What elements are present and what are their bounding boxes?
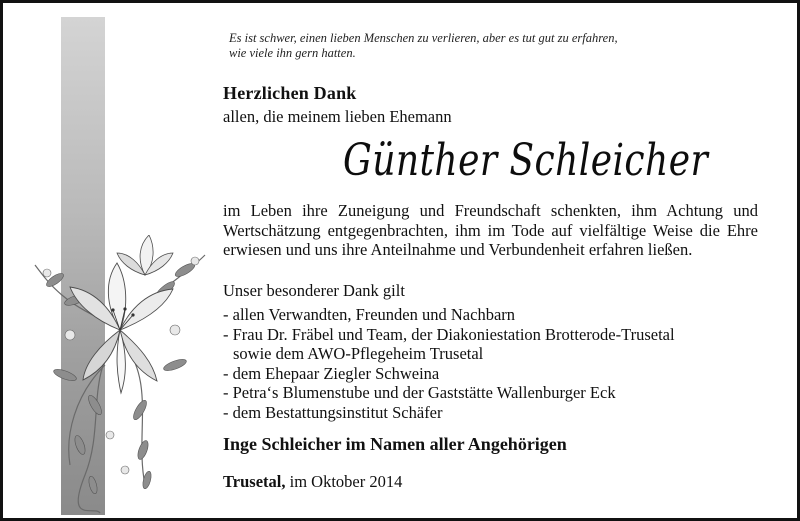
lily-flower-icon: [25, 235, 215, 515]
list-item: - Frau Dr. Fräbel und Team, der Diakoniestation Brotterode-Trusetal sowie dem AWO-Pflegeheim Trusetal: [223, 325, 758, 364]
body-paragraph: im Leben ihre Zuneigung und Freundschaft schenkten, ihm Achtung und Wertschätzung entgegenbrachten, ihm im Tode auf vielfältige Weise die Ehre erwiesen und uns ihre Anteilnahme und Verbundenheit erfahren ließen.: [223, 201, 758, 259]
quote-line-1: Es ist schwer, einen lieben Menschen zu verlieren, aber es tut gut zu erfahren,: [229, 31, 618, 45]
deceased-name: Günther Schleicher: [343, 135, 709, 186]
place-date: im Oktober 2014: [289, 472, 403, 491]
opening-quote: [229, 31, 749, 61]
special-thanks-intro: Unser besonderer Dank gilt: [223, 281, 405, 300]
thanks-list: [223, 305, 758, 422]
quote-line-2: wie viele ihn gern hatten.: [229, 46, 356, 60]
signature: Inge Schleicher im Namen aller Angehörigen: [223, 434, 567, 454]
list-item: - dem Ehepaar Ziegler Schweina: [223, 363, 440, 383]
place-and-date: [223, 472, 402, 492]
thanks-subheading: allen, die meinem lieben Ehemann: [223, 107, 452, 126]
thanks-heading: Herzlichen Dank: [223, 83, 357, 103]
list-item-continuation: sowie dem AWO-Pflegeheim Trusetal: [233, 344, 484, 363]
place-town: Trusetal,: [223, 472, 286, 491]
list-item: - dem Bestattungsinstitut Schäfer: [223, 402, 443, 422]
list-item: - Petra‘s Blumenstube und der Gaststätte Wallenburger Eck: [223, 383, 616, 402]
list-item: - allen Verwandten, Freunden und Nachbarn: [223, 305, 516, 324]
